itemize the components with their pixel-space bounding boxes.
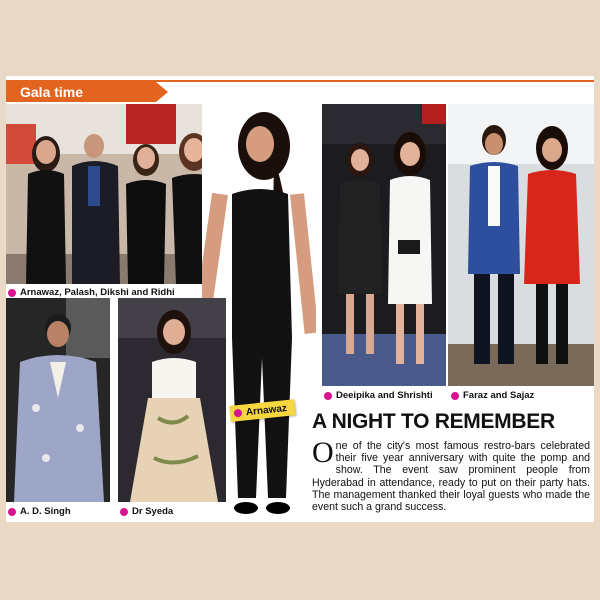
caption-text: Deeipika and Shrishti: [336, 390, 433, 401]
caption-text: A. D. Singh: [20, 506, 71, 517]
bullet-icon: [120, 508, 128, 516]
photo-syeda: [118, 298, 226, 502]
article-body-text: ne of the city's most famous restro-bars celebrated their five year anniversary with quite the pomp and show. The event saw prominent people from Hyderabad in attendance, ready to put on their party hats. The management thanked their loyal guests who made the event such a grand success.: [312, 440, 590, 514]
caption-text: Dr Syeda: [132, 506, 174, 517]
bullet-icon: [451, 392, 459, 400]
caption-text: Faraz and Sajaz: [463, 390, 535, 401]
section-tag: Gala time: [6, 82, 156, 102]
photo-deeipika: [322, 104, 446, 386]
article-body: [312, 436, 590, 514]
caption-text: Arnawaz, Palash, Dikshi and Ridhi: [20, 287, 175, 298]
bullet-icon: [8, 508, 16, 516]
caption-faraz: [451, 390, 534, 401]
name-tag-text: Arnawaz: [245, 402, 288, 418]
headline: A NIGHT TO REMEMBER: [312, 410, 555, 433]
caption-group: [8, 287, 175, 298]
bullet-icon: [234, 409, 243, 418]
dropcap: O: [312, 436, 334, 469]
caption-syeda: [120, 506, 173, 517]
newspaper-page: [6, 76, 594, 522]
caption-adsingh: [8, 506, 71, 517]
photo-adsingh: [6, 298, 110, 502]
bullet-icon: [8, 289, 16, 297]
bullet-icon: [324, 392, 332, 400]
photo-faraz: [448, 104, 594, 386]
caption-deeipika: [324, 390, 433, 401]
